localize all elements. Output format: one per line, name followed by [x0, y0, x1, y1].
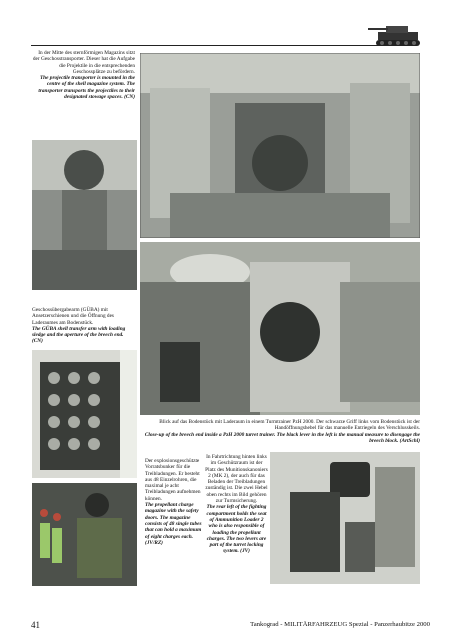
photo-loader-seat: [270, 452, 420, 584]
page-number: 41: [31, 620, 40, 630]
caption-de: Geschossübergabearm (GÜBA) mit Ansetzerschienen und die Öffnung des Laderaumes am Bodenstück.: [32, 307, 114, 326]
caption-de: In Fahrtrichtung hinten links im Geschützraum ist der Platz des Munitionskanoniers 2 (MK 2), der auch für das Beladen der Treibladungen zuständig ist. Die zwei Hebel oben rechts im Bild gehören zur Turmsicherung.: [205, 454, 268, 505]
caption-breech-end: [140, 419, 420, 444]
photo-propellant-magazine: [32, 350, 137, 478]
photo-breech-end: [140, 242, 420, 415]
caption-de: Blick auf das Bodenstück mit Laderaum in einem Turmtrainer PzH 2000. Der schwarze Griff links vom Bodenstück ist der Handöffnungshebel für das manuelle Entriegeln des Verschlusskeils.: [159, 419, 420, 432]
caption-en: The propellant charge magazine with the safety doors. The magazine consists of 48 single tubes that can hold a maximum of eight charges each. (JV/RZ): [145, 502, 202, 546]
caption-magazine: [32, 50, 135, 100]
caption-en: The projectile transporter is mounted in the centre of the shell magazine system. The transporter transports the projectiles to their designated stowage spaces. (CN): [38, 75, 135, 101]
caption-de: Der explosionsgeschützte Vorratsbunker für die Treibladungen. Er besteht aus 48 Einzelrohren, die maximal je acht Treibladungen aufnehmen können.: [145, 458, 201, 502]
caption-de: In der Mitte des sternförmigen Magazins sitzt der Geschosstransporter. Dieser hat die Aufgabe die Projektile in die entsprechenden Geschossplätze zu befördern.: [32, 50, 135, 75]
caption-loader-seat: [205, 454, 268, 555]
caption-en: The rear left of the fighting compartment holds the seat of Ammunition Loader 2 who is also responsible of loading the propellant charges. The two levers are part of the turret locking system. (JV): [206, 504, 267, 555]
caption-propellant-magazine: [145, 458, 203, 546]
photo-loader-soldier: [32, 483, 137, 586]
caption-en: Close-up of the breech end inside a PzH 2000 turret trainer. The black lever in the left is the manual measure to disengage the breech block. (ArtSchl): [144, 431, 420, 444]
caption-en: The GÜBA shell transfer arm with loading sledge and the aperture of the breech end. (CN): [32, 325, 126, 345]
header-rule: [31, 45, 381, 46]
photo-magazine-centre: [140, 53, 420, 238]
tank-silhouette-icon: [368, 20, 426, 50]
caption-transfer-arm: [32, 307, 135, 345]
photo-transfer-arm: [32, 140, 137, 290]
footer-publication: Tankograd - MILITÄRFAHRZEUG Spezial - Panzerhaubitze 2000: [250, 621, 430, 628]
